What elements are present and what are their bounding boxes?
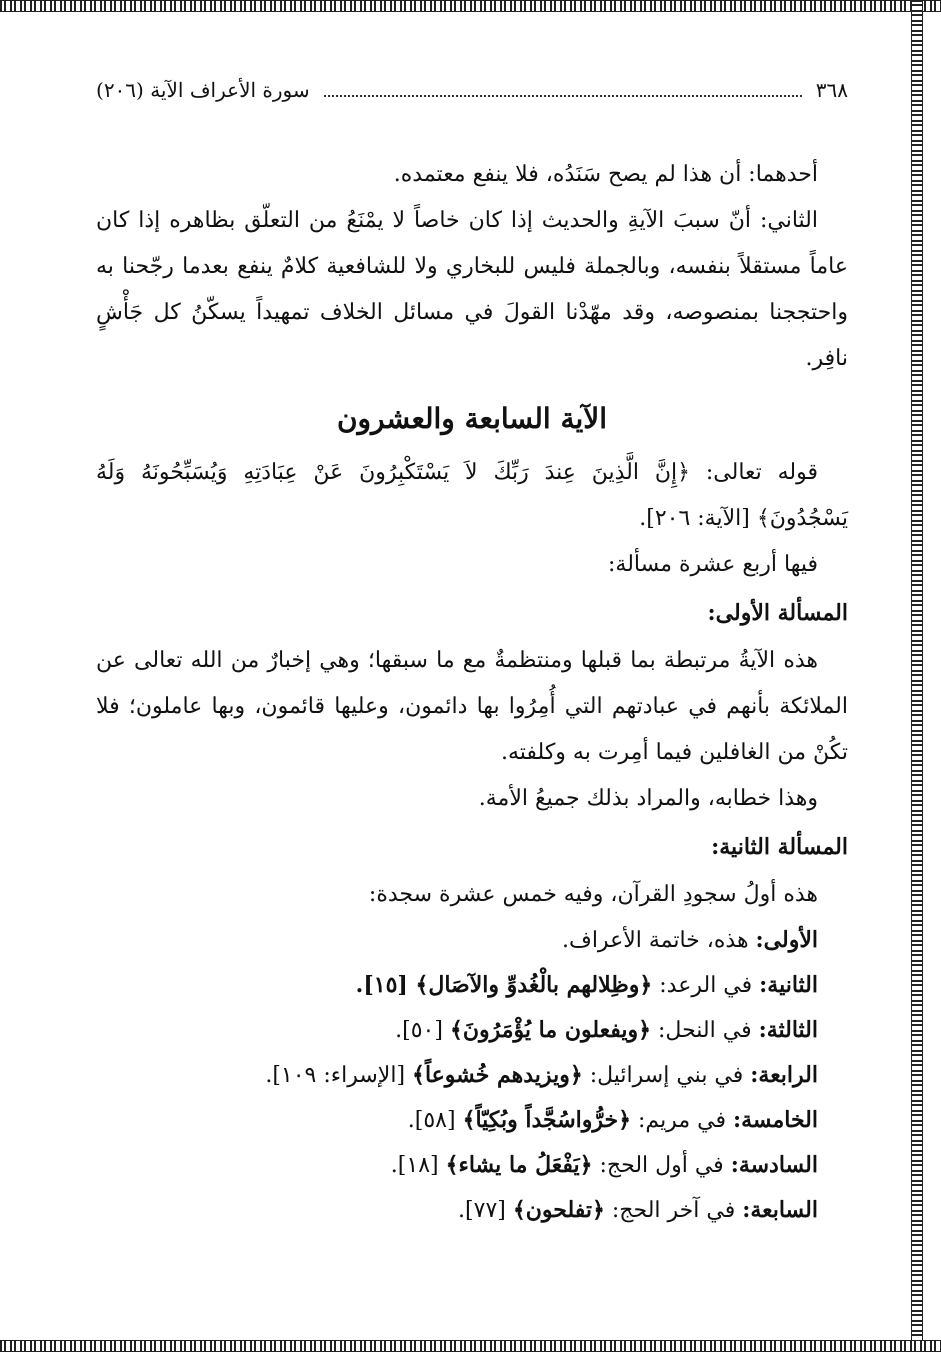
sajda-text: في آخر الحج:: [604, 1198, 743, 1223]
header-dot-leader: [324, 83, 802, 97]
issue-2-heading: المسألة الثانية:: [711, 834, 848, 860]
sajda-text: في بني إسرائيل:: [582, 1063, 751, 1088]
sajda-label: السابعة:: [742, 1197, 818, 1223]
page-content: [96, 70, 848, 1233]
page-border-right: [911, 0, 923, 1352]
sajda-ref: [٧٧].: [458, 1198, 513, 1223]
issue-1-heading: المسألة الأولى:: [707, 600, 848, 626]
sajda-ref: [٥٨].: [407, 1108, 463, 1133]
sajda-item-4: [96, 1053, 848, 1098]
page-border-top: [0, 0, 941, 12]
sajda-label: الثانية:: [759, 972, 818, 998]
verse-reference: [الآية: ٢٠٦].: [639, 506, 757, 531]
issue-2-paragraph: هذه أولُ سجودِ القرآن، وفيه خمس عشرة سجدة:: [368, 882, 818, 907]
sajda-quote: ﴿ويزيدهم خُشوعاً﴾: [412, 1062, 583, 1088]
sajda-item-5: [96, 1098, 848, 1143]
sajda-text: في الرعد:: [652, 973, 760, 998]
section-heading: الآية السابعة والعشرون: [336, 402, 608, 435]
sajda-item-3: [96, 1008, 848, 1053]
sajda-label: الثالثة:: [758, 1017, 818, 1043]
sajda-item-6: [96, 1143, 848, 1188]
sajda-text: في النحل:: [651, 1018, 759, 1043]
sajda-quote: ﴿وظِلالهم بالْغُدوِّ والآصَال﴾: [415, 972, 653, 998]
running-header: [96, 70, 848, 110]
sajda-item-2: [96, 963, 848, 1008]
paragraph-first: أحدهما: أن هذا لم يصح سَنَدُه، فلا ينفع معتمده.: [393, 162, 818, 187]
sajda-quote: ﴿خرُّواسُجَّداً وبُكِيّاً﴾: [462, 1107, 632, 1133]
sajda-label: الرابعة:: [750, 1062, 818, 1088]
verse-paragraph: [96, 450, 848, 542]
verse-text: ﴿إِنَّ الَّذِينَ عِندَ رَبِّكَ لاَ يَسْتَكْبِرُونَ عَنْ عِبَادَتِهِ وَيُسَبِّحُونَهُ وَلَهُ يَسْجُدُونَ﴾: [96, 460, 848, 531]
verse-intro: قوله تعالى:: [690, 460, 818, 485]
sajda-label: الخامسة:: [732, 1107, 818, 1133]
sajda-text: هذه، خاتمة الأعراف.: [562, 928, 756, 953]
sajda-quote: ﴿تفلحون﴾: [512, 1197, 605, 1223]
issues-count: فيها أربع عشرة مسألة:: [608, 552, 818, 577]
sajda-item-1: [96, 918, 848, 963]
sajda-quote: ﴿يَفْعَلُ ما يشاء﴾: [445, 1152, 593, 1178]
sajda-quote: ﴿ويفعلون ما يُؤْمَرُونَ﴾: [449, 1017, 652, 1043]
sajda-label: السادسة:: [730, 1152, 818, 1178]
issue-1-paragraph: هذه الآيةُ مرتبطة بما قبلها ومنتظمةٌ مع ما سبقها؛ وهي إخبارٌ من الله تعالى عن الملائكة بأنهم في عبادتهم التي أُمِرُوا بها دائمون، وعليها قائمون، وبها عاملون؛ فلا تكُنْ من الغافلين فيما أمِرت به وكلفته.: [96, 648, 848, 765]
sajda-item-7: [96, 1188, 848, 1233]
issue-1-paragraph-2: وهذا خطابه، والمراد بذلك جميعُ الأمة.: [478, 786, 818, 811]
sajda-text: في مريم:: [631, 1108, 733, 1133]
sajda-ref: [١٨].: [390, 1153, 446, 1178]
sajda-label: الأولى:: [755, 927, 818, 953]
sajda-ref: [١٥].: [355, 972, 416, 998]
header-title: سورة الأعراف الآية (٢٠٦): [96, 78, 310, 102]
page-border-bottom: [0, 1340, 941, 1352]
paragraph-second: الثاني: أنّ سببَ الآيةِ والحديث إذا كان خاصاً لا يمْنَعُ من التعلّق بظاهره إذا كان عاماً مستقلاً بنفسه، وبالجملة فليس للبخاري ولا للشافعية كلامٌ ينفع بعدما رجّحنا به واحتججنا بمنصوصه، وقد مهّدْنا القولَ في مسائل الخلاف تمهيداً يسكّنُ كل جَأْشٍ نافِر.: [96, 208, 848, 371]
sajda-text: في أول الحج:: [592, 1153, 731, 1178]
page-number: ٣٦٨: [815, 78, 848, 102]
sajda-ref: [الإسراء: ١٠٩].: [265, 1063, 413, 1088]
sajda-ref: [٥٠].: [395, 1018, 450, 1043]
